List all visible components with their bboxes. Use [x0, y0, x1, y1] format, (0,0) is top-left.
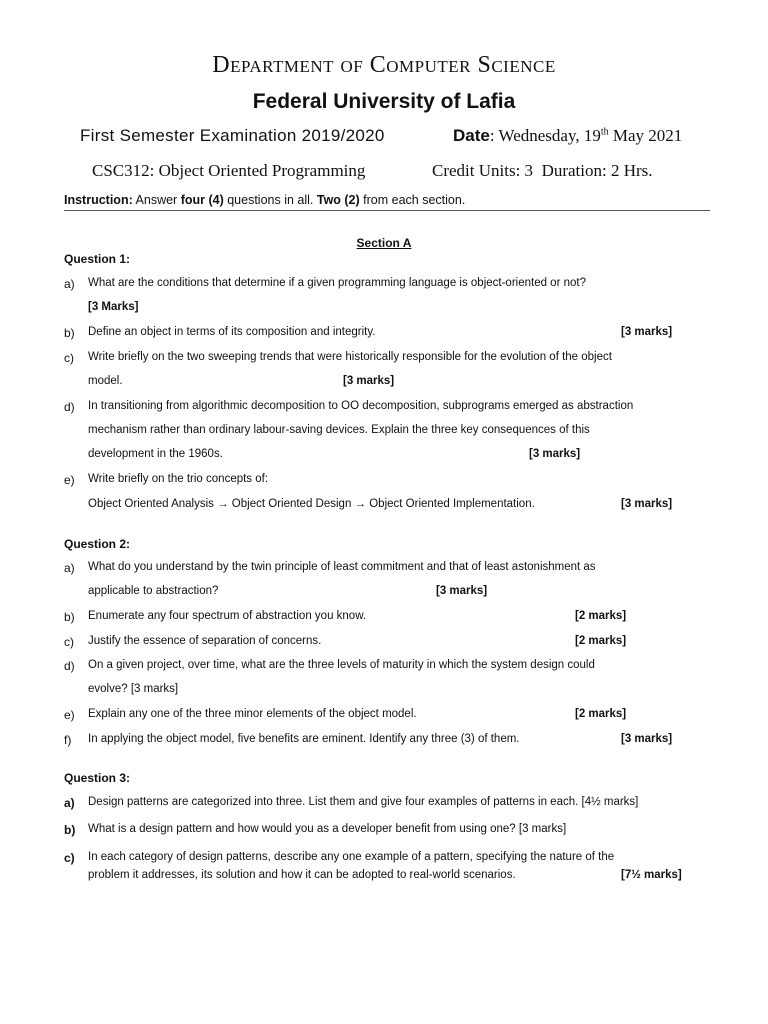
q2-a-marks: [3 marks] [436, 585, 488, 597]
section-heading: Section A [356, 236, 412, 250]
q2-f-marks: [3 marks] [621, 733, 673, 745]
q1-d-text-3: development in the 1960s. [88, 448, 223, 460]
question-2-title: Question 2: [64, 537, 131, 551]
q2-e-text: Explain any one of the three minor elements of the object model. [88, 708, 417, 720]
course-title: CSC312: Object Oriented Programming [92, 161, 366, 180]
q1-e-text-2: Object Oriented Analysis → Object Oriented Design → Object Oriented Implementation. [88, 498, 535, 510]
university-name: Federal University of Lafia [252, 90, 516, 113]
q1-b-text: Define an object in terms of its composition and integrity. [88, 326, 376, 338]
q3-c-text-2: problem it addresses, its solution and how it can be adopted to real-world scenarios. [88, 869, 516, 881]
instruction-text-2: questions in all. [223, 193, 317, 207]
q2-b-text: Enumerate any four spectrum of abstraction you know. [88, 610, 367, 622]
instruction-text-3: from each section. [359, 193, 466, 207]
q1-e-text-1: Write briefly on the trio concepts of: [88, 473, 269, 485]
q1-b-label: b) [64, 326, 75, 340]
instruction-label: Instruction: [64, 193, 133, 207]
q2-a-text-1: What do you understand by the twin principle of least commitment and that of least astonishment as [88, 561, 596, 573]
date-label: Date [453, 126, 490, 145]
q1-a-label: a) [64, 277, 75, 291]
q1-c-text-2: model. [88, 375, 123, 387]
instruction [64, 193, 465, 207]
q3-a-text: Design patterns are categorized into three. List them and give four examples of patterns in each. [4½ marks] [88, 796, 639, 808]
question-3-title: Question 3: [64, 771, 131, 785]
q1-d-label: d) [64, 400, 75, 414]
q3-c-label: c) [64, 851, 75, 865]
date-day: : Wednesday, 19 [489, 126, 601, 145]
duration: Duration: 2 Hrs. [541, 161, 653, 180]
q1-a-marks: [3 Marks] [88, 301, 139, 313]
q2-e-label: e) [64, 708, 75, 722]
instruction-count-section: Two (2) [316, 193, 360, 207]
q2-c-marks: [2 marks] [575, 635, 627, 647]
q3-b-text: What is a design pattern and how would you as a developer benefit from using one? [3 marks] [88, 823, 567, 835]
q1-d-marks: [3 marks] [529, 448, 581, 460]
q1-e-label: e) [64, 473, 75, 487]
q2-c-text: Justify the essence of separation of concerns. [88, 635, 322, 647]
q3-c-text-1: In each category of design patterns, describe any one example of a pattern, specifying the nature of the [88, 851, 615, 863]
q1-a-text: What are the conditions that determine if a given programming language is object-oriented or not? [88, 277, 586, 289]
q1-e-marks: [3 marks] [621, 498, 673, 510]
q3-a-label: a) [64, 796, 75, 810]
exam-semester: First Semester Examination 2019/2020 [80, 126, 385, 145]
q3-c-marks: [7½ marks] [621, 869, 682, 881]
question-1-title: Question 1: [64, 252, 131, 266]
q2-b-label: b) [64, 610, 75, 624]
header-divider [64, 210, 710, 211]
q1-c-marks: [3 marks] [343, 375, 395, 387]
credit-units: Credit Units: 3 [432, 161, 534, 180]
q2-a-label: a) [64, 561, 75, 575]
q2-c-label: c) [64, 635, 74, 649]
q2-a-text-2: applicable to abstraction? [88, 585, 219, 597]
q1-c-text-1: Write briefly on the two sweeping trends that were historically responsible for the evolution of the object [88, 351, 612, 363]
q2-e-marks: [2 marks] [575, 708, 627, 720]
q2-b-marks: [2 marks] [575, 610, 627, 622]
instruction-count-total: four (4) [180, 193, 224, 207]
q1-c-label: c) [64, 351, 74, 365]
instruction-text-1: Answer [132, 193, 181, 207]
course-meta [432, 161, 653, 181]
q2-f-text: In applying the object model, five benefits are eminent. Identify any three (3) of them. [88, 733, 520, 745]
date-suffix: th [600, 126, 609, 138]
department-title: Department of Computer Science [212, 52, 556, 78]
q2-f-label: f) [64, 733, 72, 747]
q1-d-text-2: mechanism rather than ordinary labour-saving devices. Explain the three key consequences of this [88, 424, 590, 436]
q2-d-text-1: On a given project, over time, what are the three levels of maturity in which the system design could [88, 659, 595, 671]
q1-b-marks: [3 marks] [621, 326, 673, 338]
q1-d-text-1: In transitioning from algorithmic decomposition to OO decomposition, subprograms emerged as abstraction [88, 400, 634, 412]
q2-d-label: d) [64, 659, 75, 673]
q2-d-text-2: evolve? [3 marks] [88, 683, 179, 695]
q3-b-label: b) [64, 823, 76, 837]
exam-date [453, 126, 682, 146]
date-month-year: May 2021 [608, 126, 683, 145]
